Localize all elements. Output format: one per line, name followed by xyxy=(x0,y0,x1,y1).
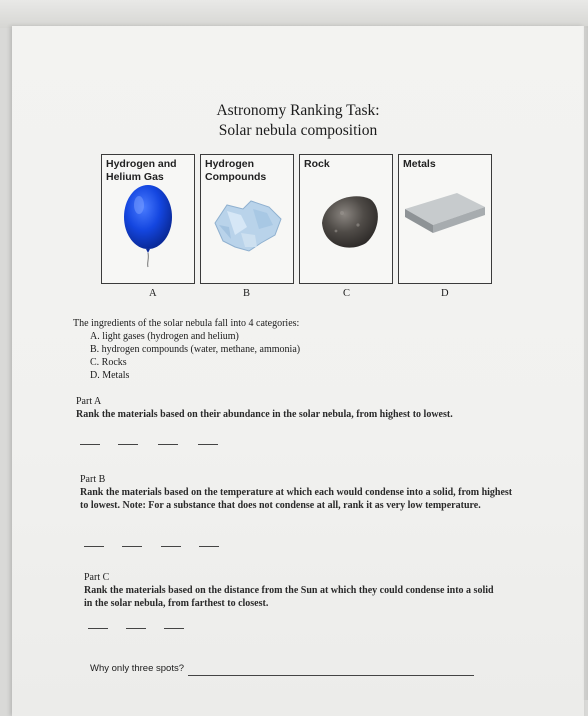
worksheet-subtitle: Solar nebula composition xyxy=(218,122,378,139)
photo-background-top xyxy=(0,0,588,28)
rank-blank[interactable] xyxy=(158,444,178,445)
category-option: C. Rocks xyxy=(90,357,127,368)
part-c-text: Rank the materials based on the distance from the Sun at which they could condense into a solid in the solar nebula, from farthest to closest. xyxy=(84,585,494,609)
rank-blank[interactable] xyxy=(161,546,181,547)
card-label: Metals xyxy=(403,158,436,170)
part-b-text: Rank the materials based on the temperature at which each would condense into a solid, from highest to lowest. Note: For a substance that does not condense at all, rank it as very low temperature. xyxy=(80,487,513,511)
part-b-label: Part B xyxy=(80,474,106,485)
balloon-icon xyxy=(102,155,194,283)
card-letter-b: B xyxy=(243,288,251,299)
metal-bar-icon xyxy=(399,155,491,283)
intro-text: The ingredients of the solar nebula fall into 4 categories: xyxy=(73,318,300,329)
card-letter-c: C xyxy=(343,288,351,299)
rock-icon xyxy=(300,155,392,283)
card-letter-a: A xyxy=(149,288,157,299)
worksheet-title: Astronomy Ranking Task: xyxy=(216,102,380,119)
why-three-spots-question: Why only three spots? xyxy=(90,663,184,674)
rank-blank[interactable] xyxy=(164,628,184,629)
card-label: Rock xyxy=(304,158,330,170)
card-label: Hydrogen Compounds xyxy=(205,158,267,183)
card-rock xyxy=(299,154,393,284)
category-option: A. light gases (hydrogen and helium) xyxy=(90,331,239,342)
card-hydrogen-compounds xyxy=(200,154,294,284)
rank-blank[interactable] xyxy=(84,546,104,547)
part-c-label: Part C xyxy=(84,572,110,583)
rank-blank[interactable] xyxy=(198,444,218,445)
card-hydrogen-helium xyxy=(101,154,195,284)
part-a-text: Rank the materials based on their abundance in the solar nebula, from highest to lowest. xyxy=(76,409,453,420)
rank-blank[interactable] xyxy=(118,444,138,445)
category-option: B. hydrogen compounds (water, methane, ammonia) xyxy=(90,344,301,355)
rank-blank[interactable] xyxy=(88,628,108,629)
card-letter-d: D xyxy=(441,288,449,299)
rank-blank[interactable] xyxy=(80,444,100,445)
ice-icon xyxy=(201,155,293,283)
rank-blank[interactable] xyxy=(199,546,219,547)
card-label: Hydrogen and Helium Gas xyxy=(106,158,177,183)
part-a-label: Part A xyxy=(76,396,102,407)
category-option: D. Metals xyxy=(90,370,130,381)
answer-line[interactable] xyxy=(188,675,474,676)
rank-blank[interactable] xyxy=(126,628,146,629)
rank-blank[interactable] xyxy=(122,546,142,547)
card-metals xyxy=(398,154,492,284)
